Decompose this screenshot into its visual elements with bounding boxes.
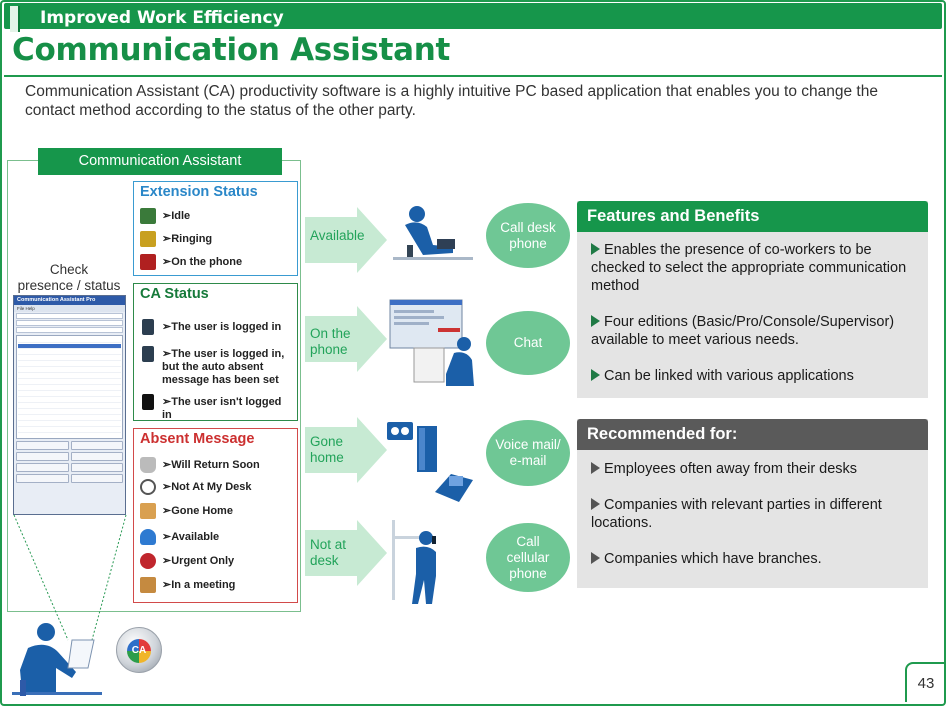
person-at-computer-icon — [388, 298, 478, 390]
recommended-text: Employees often away from their desks — [604, 461, 858, 477]
ca-logo-icon — [116, 627, 162, 673]
exclamation-icon — [140, 553, 156, 569]
status-item-label: ➢ Ringing — [162, 233, 294, 246]
phone-ringing-icon — [140, 231, 156, 247]
user-at-laptop-icon — [12, 620, 102, 700]
ca-logo-text: CA — [127, 639, 151, 663]
check-label-line-1: Check — [49, 262, 89, 277]
flow-arrow — [305, 207, 387, 273]
phone-idle-icon — [140, 208, 156, 224]
status-item-label: ➢ Idle — [162, 210, 294, 223]
flow-status-label: Not at desk — [310, 537, 347, 568]
banner-text: Improved Work Efficiency — [40, 8, 284, 28]
ca-status-title: CA Status — [140, 286, 209, 302]
triangle-bullet-icon — [591, 369, 600, 381]
absent-item-label: ➢ Gone Home — [162, 505, 294, 518]
recommended-text: Companies which have branches. — [604, 551, 822, 567]
method-chat: Chat — [486, 311, 570, 375]
flow-arrow — [305, 520, 387, 586]
feature-item — [591, 313, 916, 349]
absent-item-label: ➢ In a meeting — [162, 579, 294, 592]
clock-icon — [140, 479, 156, 495]
flow-status-label: On the phone — [310, 326, 351, 357]
triangle-bullet-icon — [591, 462, 600, 474]
feature-text: Four editions (Basic/Pro/Console/Supervisor) available to meet various needs. — [591, 314, 895, 348]
check-label-line-2: presence / status — [17, 278, 121, 293]
triangle-bullet-icon — [591, 315, 600, 327]
page-number: 43 — [905, 662, 945, 702]
triangle-bullet-icon — [591, 552, 600, 564]
recommended-title: Recommended for: — [577, 419, 928, 450]
absent-item-label: ➢ Not At My Desk — [162, 481, 294, 494]
absent-message-title: Absent Message — [140, 431, 255, 447]
absent-item-label: ➢ Urgent Only — [162, 555, 294, 568]
person-at-desk-phone-icon — [393, 205, 473, 265]
triangle-bullet-icon — [591, 498, 600, 510]
person-on-cellphone-icon — [392, 516, 472, 606]
absent-item-label: ➢ Available — [162, 531, 294, 544]
status-item-label: ➢ On the phone — [162, 256, 294, 269]
feature-text: Can be linked with various applications — [604, 368, 854, 384]
feature-item — [591, 241, 916, 295]
flow-arrow — [305, 306, 387, 372]
page-title: Communication Assistant — [12, 32, 451, 68]
triangle-bullet-icon — [591, 243, 600, 255]
feature-item — [591, 367, 916, 385]
ca-status-label: ➢ The user is logged in, but the auto absent message has been set — [162, 348, 292, 387]
ca-status-label: ➢ The user isn't logged in — [162, 396, 294, 422]
recommended-card — [577, 419, 928, 588]
extension-status-panel — [133, 181, 298, 276]
absent-message-panel — [133, 428, 298, 603]
house-icon — [140, 503, 156, 519]
method-voicemail-email: Voice mail/ e-mail — [486, 420, 570, 486]
pc-absent-icon — [142, 346, 154, 362]
recommended-item — [591, 460, 916, 478]
recommended-list — [577, 450, 928, 568]
recommended-item — [591, 550, 916, 568]
person-icon — [140, 529, 156, 545]
features-list — [577, 232, 928, 385]
phone-busy-icon — [140, 254, 156, 270]
app-window-title: Communication Assistant Pro — [14, 296, 125, 305]
method-call-cellular: Call cellular phone — [486, 523, 570, 592]
app-window-menu: File Help — [14, 305, 125, 312]
ca-box-header: Communication Assistant — [38, 148, 282, 175]
features-title: Features and Benefits — [577, 201, 928, 232]
ca-status-label: ➢ The user is logged in — [162, 321, 294, 334]
intro-text: Communication Assistant (CA) productivity software is a highly intuitive PC based application that enables you to change the contact method according to the status of the other party. — [25, 83, 878, 119]
flow-status-label: Gone home — [310, 434, 344, 465]
features-card — [577, 201, 928, 398]
method-call-desk-phone: Call desk phone — [486, 203, 570, 268]
flow-status-label: Available — [310, 228, 365, 243]
cup-icon — [140, 457, 156, 473]
flow-arrow — [305, 417, 387, 483]
voicemail-email-icon — [383, 418, 478, 506]
ca-status-panel — [133, 283, 298, 421]
extension-status-title: Extension Status — [140, 184, 258, 200]
recommended-item — [591, 496, 916, 532]
pc-on-icon — [142, 319, 154, 335]
feature-text: Enables the presence of co-workers to be checked to select the appropriate communication method — [591, 242, 907, 294]
meeting-icon — [140, 577, 156, 593]
recommended-text: Companies with relevant parties in different locations. — [591, 497, 882, 531]
absent-item-label: ➢ Will Return Soon — [162, 459, 294, 472]
pc-off-icon — [142, 394, 154, 410]
